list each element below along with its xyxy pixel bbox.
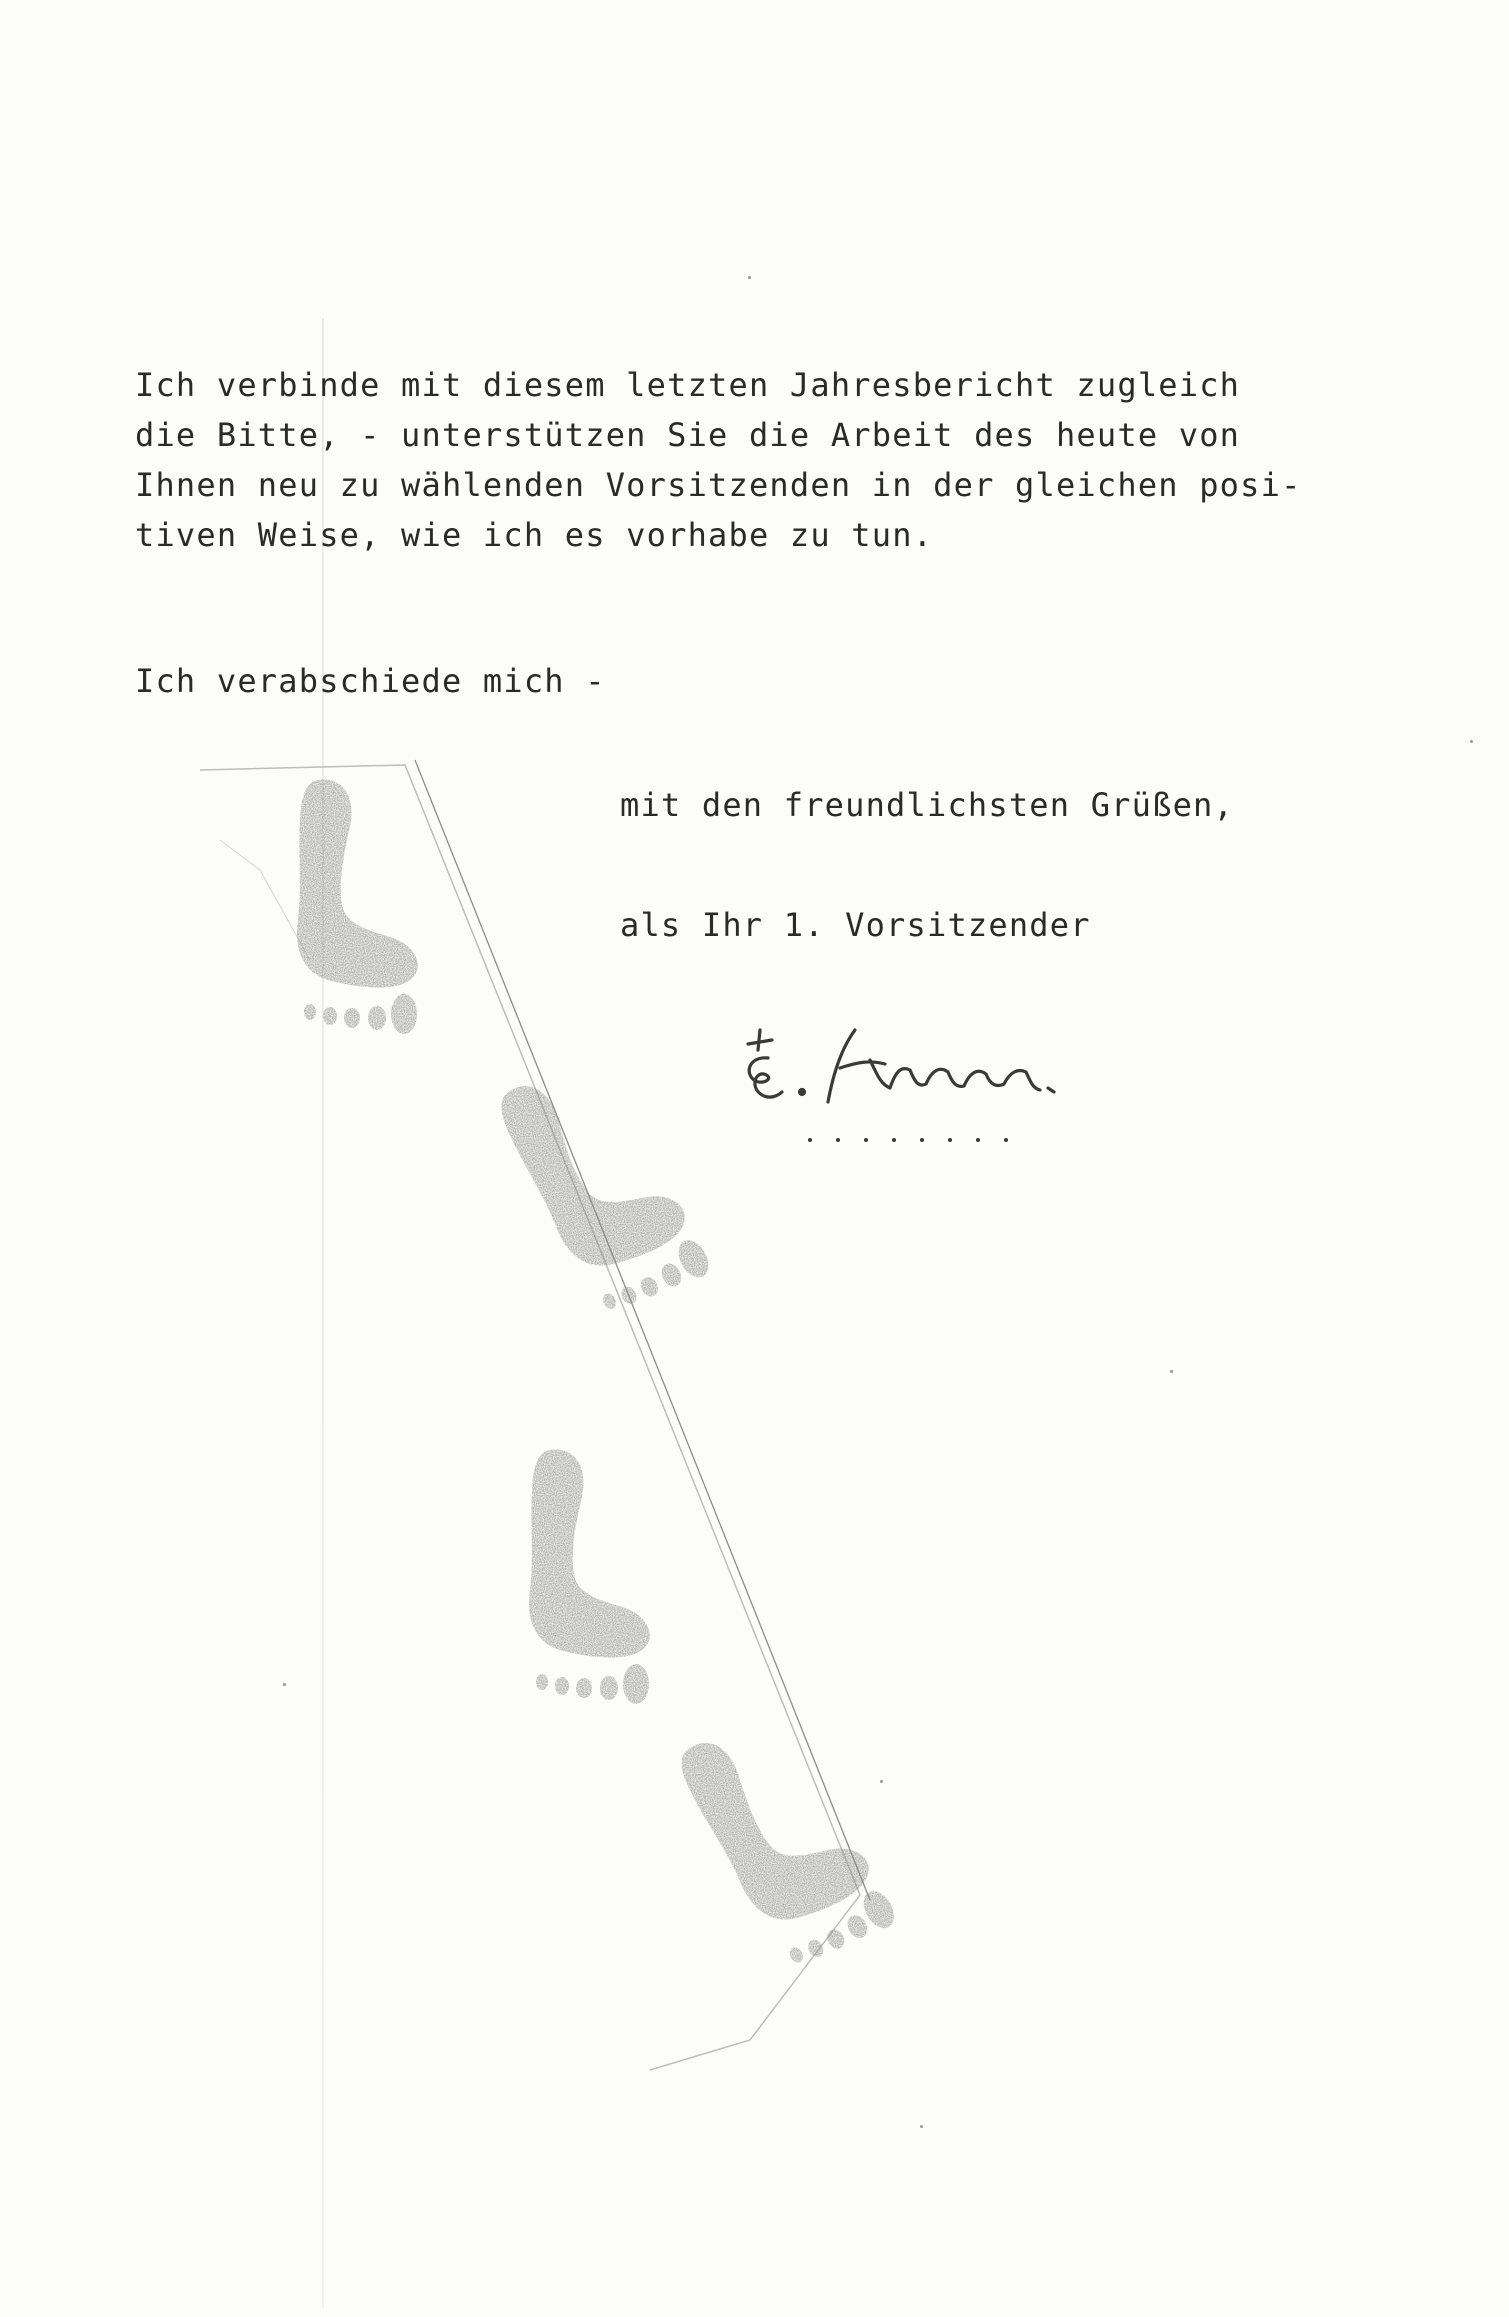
footprint-3 — [529, 1450, 650, 1704]
footprint-1 — [297, 780, 418, 1034]
handwritten-signature — [720, 1010, 1220, 1160]
footprint-4 — [669, 1700, 900, 1981]
signer-role: als Ihr 1. Vorsitzender — [620, 906, 1091, 944]
body-paragraph — [135, 360, 1335, 560]
scan-speck — [920, 2125, 923, 2128]
farewell-line: Ich verabschiede mich - — [135, 662, 606, 700]
closing-greeting: mit den freundlichsten Grüßen, — [620, 786, 1234, 824]
body-line: die Bitte, - unterstützen Sie die Arbeit des heute von — [135, 416, 1241, 454]
body-line: Ihnen neu zu wählenden Vorsitzenden in der gleichen posi- — [135, 466, 1302, 504]
footprint-2 — [489, 1045, 715, 1326]
scan-speck — [880, 1780, 883, 1783]
scan-speck — [1170, 1370, 1173, 1373]
body-line: tiven Weise, wie ich es vorhabe zu tun. — [135, 516, 934, 554]
body-line: Ich verbinde mit diesem letzten Jahresbericht zugleich — [135, 366, 1241, 404]
scan-speck — [283, 1683, 286, 1686]
scan-speck — [1470, 740, 1473, 743]
scan-speck — [748, 276, 751, 279]
